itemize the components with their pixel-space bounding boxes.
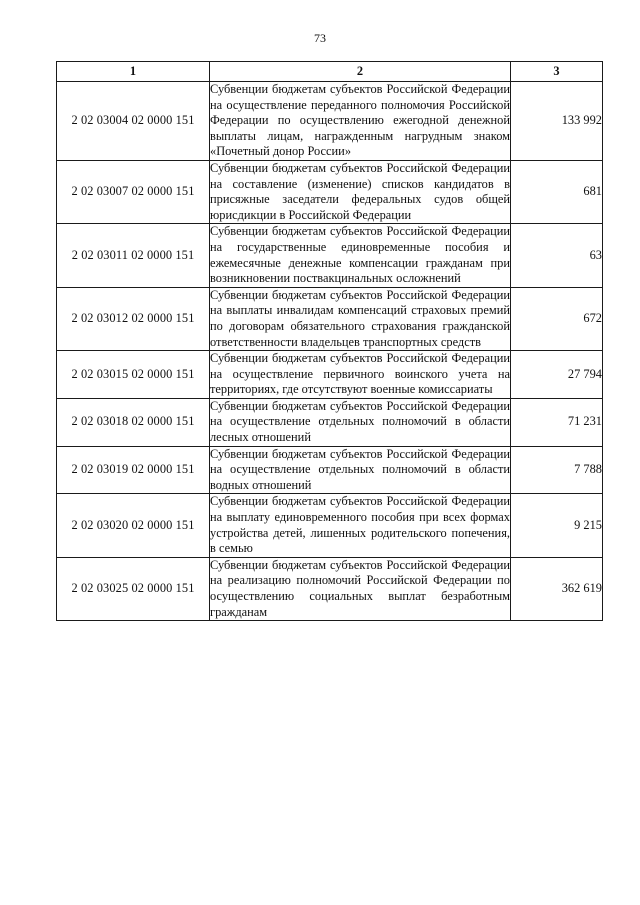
table-row [57,494,603,557]
column-header-description: 2 [210,62,511,82]
amount-value: 63 [511,224,603,287]
table-row [57,557,603,620]
budget-code: 2 02 03012 02 0000 151 [57,287,210,350]
description-cell [210,557,511,620]
table-row [57,287,603,350]
budget-code: 2 02 03025 02 0000 151 [57,557,210,620]
description-text: Субвенции бюджетам субъектов Российской Федерации на осуществление первичного воинского учета на территориях, где отсутствуют военные комиссариаты [210,351,510,397]
amount-value: 7 788 [511,446,603,494]
budget-table [56,61,603,621]
table-row [57,446,603,494]
amount-value: 681 [511,160,603,223]
budget-code: 2 02 03020 02 0000 151 [57,494,210,557]
description-text: Субвенции бюджетам субъектов Российской Федерации на реализацию полномочий Российской Федерации по осуществлению социальных выплат безработным гражданам [210,557,510,619]
description-text: Субвенции бюджетам субъектов Российской Федерации на выплату единовременного пособия при всех формах устройства детей, лишенных родительского попечения, в семью [210,494,510,556]
description-cell [210,494,511,557]
description-cell [210,351,511,399]
amount-value: 27 794 [511,351,603,399]
column-header-amount: 3 [511,62,603,82]
budget-code: 2 02 03011 02 0000 151 [57,224,210,287]
table-row [57,224,603,287]
budget-code: 2 02 03015 02 0000 151 [57,351,210,399]
amount-value: 71 231 [511,398,603,446]
table-row [57,160,603,223]
description-cell [210,224,511,287]
description-cell [210,160,511,223]
description-cell [210,82,511,161]
amount-value: 362 619 [511,557,603,620]
column-header-code: 1 [57,62,210,82]
table-header-row [57,62,603,82]
description-cell [210,287,511,350]
description-cell [210,446,511,494]
budget-code: 2 02 03019 02 0000 151 [57,446,210,494]
description-cell [210,398,511,446]
amount-value: 133 992 [511,82,603,161]
table-row [57,351,603,399]
budget-code: 2 02 03004 02 0000 151 [57,82,210,161]
budget-code: 2 02 03018 02 0000 151 [57,398,210,446]
description-text: Субвенции бюджетам субъектов Российской Федерации на осуществление отдельных полномочий в области лесных отношений [210,398,510,445]
table-row [57,82,603,161]
description-text: Субвенции бюджетам субъектов Российской Федерации на выплаты инвалидам компенсаций страховых премий по договорам обязательного страхования гражданской ответственности владельцев транспортных средств [210,287,510,349]
description-text: Субвенции бюджетам субъектов Российской Федерации на составление (изменение) списков кандидатов в присяжные заседатели федеральных судов общей юрисдикции в Российской Федерации [210,160,510,222]
page-number: 73 [314,31,326,45]
description-text: Субвенции бюджетам субъектов Российской Федерации на осуществление отдельных полномочий в области водных отношений [210,446,510,492]
amount-value: 672 [511,287,603,350]
description-text: Субвенции бюджетам субъектов Российской Федерации на государственные единовременные пособия и ежемесячные денежные компенсации гражданам при возникновении поствакцинальных осложнений [210,224,510,286]
amount-value: 9 215 [511,494,603,557]
description-text: Субвенции бюджетам субъектов Российской Федерации на осуществление переданного полномочия Российской Федерации по осуществлению ежегодной денежной выплаты лицам, награжденным нагрудным знаком «Почетный донор России» [210,82,510,159]
table-row [57,398,603,446]
budget-code: 2 02 03007 02 0000 151 [57,160,210,223]
